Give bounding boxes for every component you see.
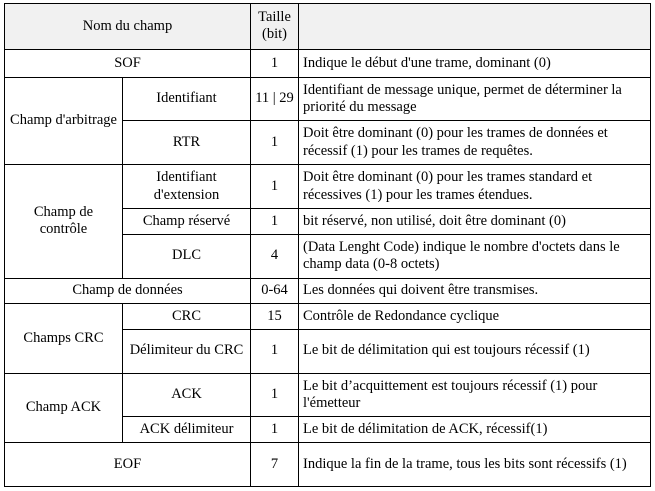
row-ack [5,373,651,417]
header-row [5,4,651,50]
field-eof: EOF [5,443,251,487]
desc-crc: Contrôle de Redondance cyclique [299,304,651,330]
desc-dlc: (Data Lenght Code) indique le nombre d'octets dans le champ data (0-8 octets) [299,234,651,278]
size-ack: 1 [251,373,299,417]
field-rtr: RTR [123,121,251,165]
field-reserved: Champ réservé [123,209,251,235]
size-reserved: 1 [251,209,299,235]
header-field-name: Nom du champ [5,4,251,50]
can-frame-table [4,3,651,487]
group-arbitrage: Champ d'arbitrage [5,77,123,165]
size-sof: 1 [251,49,299,77]
row-data [5,278,651,304]
desc-ide: Doit être dominant (0) pour les trames standard et récessives (1) pour les trames étendues. [299,165,651,209]
group-ack: Champ ACK [5,373,123,442]
desc-eof: Indique la fin de la trame, tous les bits sont récessifs (1) [299,443,651,487]
row-identifiant [5,77,651,121]
field-ack: ACK [123,373,251,417]
desc-reserved: bit réservé, non utilisé, doit être dominant (0) [299,209,651,235]
row-sof [5,49,651,77]
desc-identifiant: Identifiant de message unique, permet de déterminer la priorité du message [299,77,651,121]
desc-rtr: Doit être dominant (0) pour les trames de données et récessif (1) pour les trames de requêtes. [299,121,651,165]
field-sof: SOF [5,49,251,77]
size-data: 0-64 [251,278,299,304]
field-data: Champ de données [5,278,251,304]
field-identifiant: Identifiant [123,77,251,121]
size-crc: 15 [251,304,299,330]
group-crc: Champs CRC [5,304,123,373]
row-crc [5,304,651,330]
field-dlc: DLC [123,234,251,278]
field-crc: CRC [123,304,251,330]
header-description [299,4,651,50]
field-ide: Identifiant d'extension [123,165,251,209]
size-ide: 1 [251,165,299,209]
field-crc-delim: Délimiteur du CRC [123,329,251,373]
row-eof [5,443,651,487]
size-eof: 7 [251,443,299,487]
desc-ack: Le bit d’acquittement est toujours récessif (1) pour l'émetteur [299,373,651,417]
size-ack-delim: 1 [251,417,299,443]
header-size: Taille (bit) [251,4,299,50]
desc-data: Les données qui doivent être transmises. [299,278,651,304]
size-dlc: 4 [251,234,299,278]
row-ide [5,165,651,209]
desc-crc-delim: Le bit de délimitation qui est toujours récessif (1) [299,329,651,373]
desc-sof: Indique le début d'une trame, dominant (0) [299,49,651,77]
size-rtr: 1 [251,121,299,165]
size-crc-delim: 1 [251,329,299,373]
group-controle: Champ de contrôle [5,165,123,278]
size-identifiant: 11 | 29 [251,77,299,121]
field-ack-delim: ACK délimiteur [123,417,251,443]
desc-ack-delim: Le bit de délimitation de ACK, récessif(1) [299,417,651,443]
